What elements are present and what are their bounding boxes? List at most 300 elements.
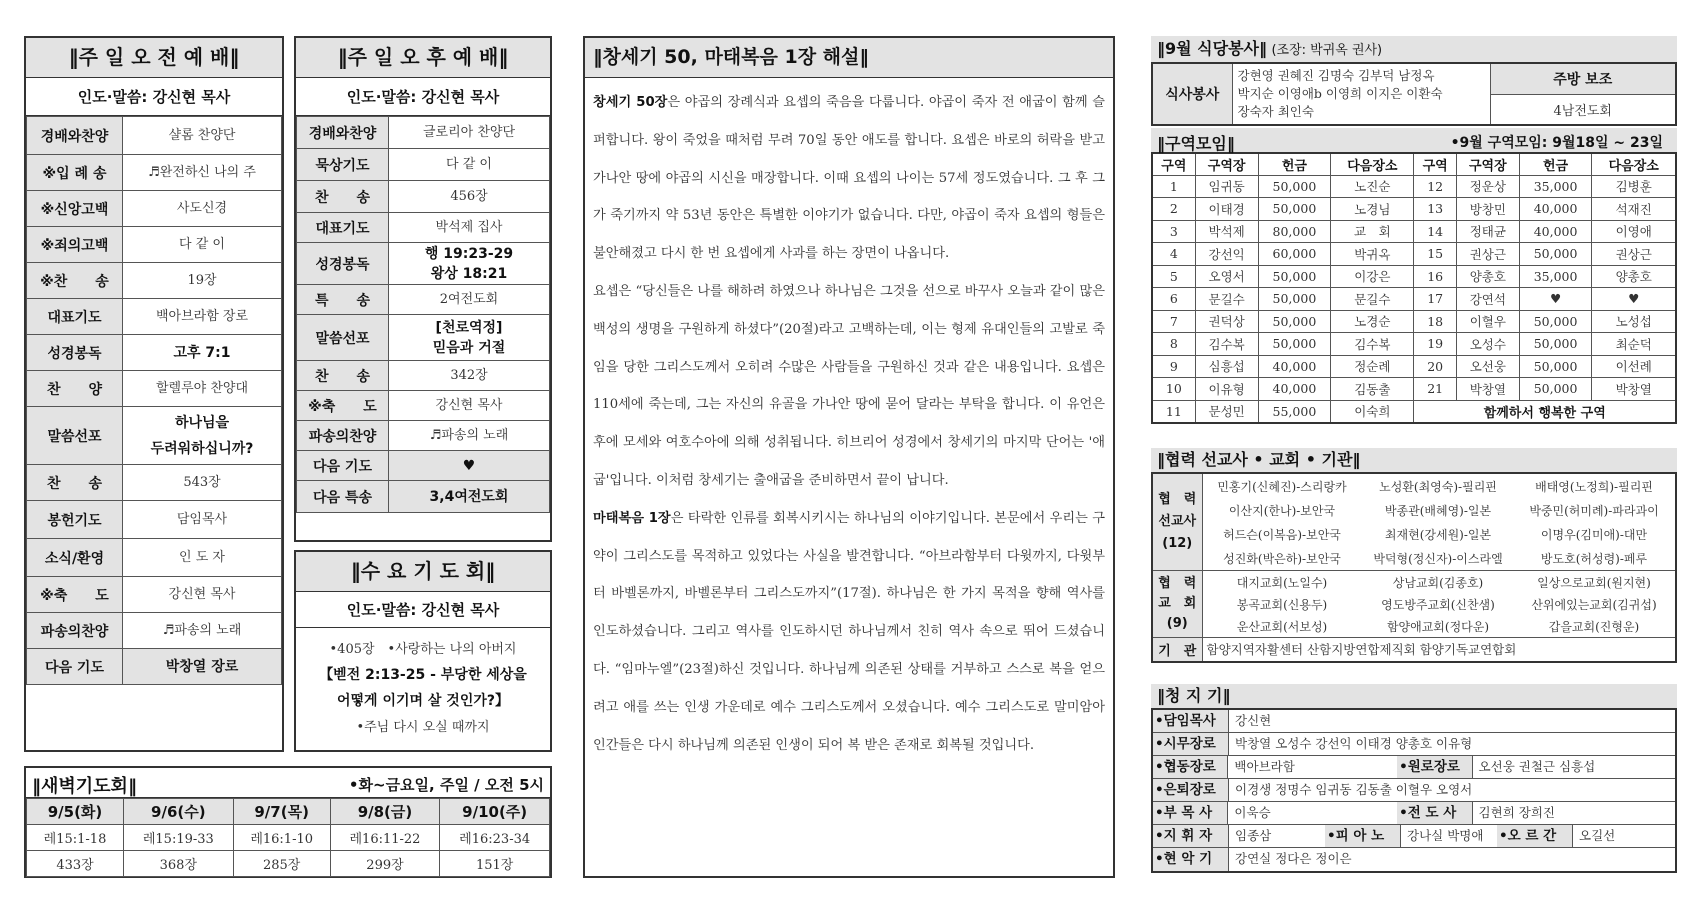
district-cell: 이강은 [1331,265,1414,288]
morning-service-panel [24,36,284,752]
morning-order-row [27,371,282,407]
morning-order-row [27,501,282,539]
morning-order-label: ※축 도 [27,577,123,613]
morning-order-row [27,117,282,155]
commentary-paragraph-matthew [593,500,1105,765]
dawn-row [27,825,550,851]
afternoon-order-row [297,285,550,315]
district-cell: 35,000 [1519,175,1592,198]
morning-order-label: 말씀선포 [27,407,123,465]
district-row [1152,175,1676,198]
afternoon-order-label: 다음 기도 [297,451,389,481]
district-cell: 노진순 [1331,175,1414,198]
directory-role-label: •오 르 간 [1497,825,1573,847]
district-cell: 2 [1152,198,1195,221]
morning-order-value: ♬완전하신 나의 주 [123,155,282,191]
directory-row [1153,802,1675,825]
church-list-cell [1202,571,1676,638]
district-cell: 16 [1414,265,1456,288]
morning-order-row [27,577,282,613]
church-entry-row [1203,571,1676,593]
kitchen-names-line2: 박지순 이영애b 이영희 이지은 이환숙 [1237,86,1443,101]
afternoon-order-label: 찬 송 [297,361,389,391]
missionary-list-cell [1202,473,1676,571]
morning-order-value: 고후 7:1 [123,335,282,371]
district-cell: 임귀동 [1195,175,1258,198]
district-column-header: 구역 [1152,153,1195,175]
district-cell: 18 [1414,310,1456,333]
missionary-entry: 성진화(박은하)-보안국 [1223,551,1341,566]
kitchen-header [1151,36,1677,62]
wednesday-song: •주님 다시 오실 때까지 [356,720,490,735]
morning-order-label: ※신앙고백 [27,191,123,227]
wednesday-prayer-panel [294,550,552,752]
kitchen-service-section [1151,36,1677,126]
dawn-hymn: 285장 [233,851,330,877]
district-cell: 10 [1152,378,1195,401]
district-cell: 노경님 [1331,198,1414,221]
afternoon-order-value: 글로리아 찬양단 [389,117,550,149]
morning-order-label: 파송의찬양 [27,613,123,649]
directory-row [1153,733,1675,756]
church-entry: 일상으로교회(원지현) [1537,575,1651,590]
church-entry-row [1203,615,1676,637]
morning-order-label: ※찬 송 [27,263,123,299]
wednesday-prayer-title: ‖수 요 기 도 회‖ [296,552,550,592]
afternoon-order-label: 성경봉독 [297,243,389,285]
district-cell: 오영서 [1195,265,1258,288]
district-cell: 양총호 [1456,265,1519,288]
district-row [1152,400,1676,423]
morning-order-value: 다 같 이 [123,227,282,263]
district-cell: 40,000 [1519,198,1592,221]
afternoon-order-label: 대표기도 [297,213,389,243]
district-cell: 노성섭 [1592,310,1676,333]
missionary-entry: 방도호(허성령)-페루 [1540,551,1648,566]
district-cell: 4 [1152,243,1195,266]
district-cell: ♥ [1592,288,1676,311]
district-cell: 박창열 [1592,378,1676,401]
district-cell: 21 [1414,378,1456,401]
district-cell: 1 [1152,175,1195,198]
kitchen-assist-label: 주방 보조 [1490,63,1676,94]
district-cell: 이선례 [1592,355,1676,378]
district-cell: 김동출 [1331,378,1414,401]
district-cell: 40,000 [1258,378,1331,401]
district-row [1152,198,1676,221]
directory-names: 이경생 정명수 임귀동 김동출 이혈우 오영서 [1235,782,1473,797]
district-cell: 20 [1414,355,1456,378]
missionary-list [1203,474,1676,570]
morning-order-value: 인 도 자 [123,539,282,577]
district-cell: 50,000 [1258,288,1331,311]
district-table [1151,152,1677,424]
district-cell: 50,000 [1519,355,1592,378]
morning-order-value: 샬롬 찬양단 [123,117,282,155]
directory-names: 오선웅 권철근 심흥섭 [1478,759,1596,774]
dawn-passage: 레16:1-10 [233,825,330,851]
dawn-prayer-panel [24,766,552,878]
district-cell: 40,000 [1258,355,1331,378]
district-cell: 양총호 [1592,265,1676,288]
wednesday-sermon-line1: 【벧전 2:13-25 - 부당한 세상을 [319,667,527,683]
district-row [1152,378,1676,401]
dawn-prayer-schedule: •화~금요일, 주일 / 오전 5시 [348,776,544,794]
afternoon-order-value: 행 19:23-29 왕상 18:21 [389,243,550,285]
missionary-entry: 박덕형(정신자)-이스라엘 [1373,551,1503,566]
church-entry: 산위에있는교회(김귀섭) [1531,597,1657,612]
district-column-header: 다음장소 [1331,153,1414,175]
afternoon-order-value: 2여전도회 [389,285,550,315]
morning-order-row [27,649,282,685]
afternoon-order-row [297,481,550,513]
missionary-entry: 민홍기(신혜진)-스리랑카 [1217,479,1347,494]
directory-names: 백아브라함 [1234,759,1295,774]
church-entry-row [1203,593,1676,615]
district-cell: 석재진 [1592,198,1676,221]
morning-order-row [27,263,282,299]
afternoon-order-value: [천로역정] 믿음과 거절 [389,315,550,361]
afternoon-order-row [297,315,550,361]
morning-order-label: ※입 례 송 [27,155,123,191]
district-row [1152,288,1676,311]
district-cell: 권상근 [1592,243,1676,266]
afternoon-order-label: 특 송 [297,285,389,315]
morning-order-row [27,335,282,371]
directory-role-label: •협동장로 [1153,756,1228,778]
morning-order-row [27,613,282,649]
commentary-body [585,78,1113,764]
afternoon-order-label: ※축 도 [297,391,389,421]
district-info: •9월 구역모임: 9월18일 ~ 23일 [1450,135,1663,151]
church-entry: 상남교회(김종호) [1392,575,1484,590]
wednesday-prayer-leader: 인도·말씀: 강신현 목사 [296,592,550,628]
directory-names: 박창열 오성수 강선익 이태경 양총호 이유형 [1235,736,1473,751]
district-cell: 강선익 [1195,243,1258,266]
dawn-date: 9/10(주) [440,799,550,825]
directory-role-label: •현 악 기 [1153,848,1229,871]
morning-order-value: ♬파송의 노래 [123,613,282,649]
dawn-date: 9/5(화) [27,799,124,825]
dawn-prayer-table [26,798,550,877]
district-cell: 50,000 [1519,333,1592,356]
genesis-heading: 창세기 50장 [593,95,668,110]
directory-names: 강신현 [1235,713,1272,728]
district-cell: 14 [1414,220,1456,243]
morning-order-label: 대표기도 [27,299,123,335]
church-entry: 운산교회(서보성) [1236,619,1328,634]
district-cell: 정순례 [1331,355,1414,378]
morning-order-value: 백아브라함 장로 [123,299,282,335]
afternoon-order-value: 강신현 목사 [389,391,550,421]
directory-section [1151,684,1677,873]
dawn-hymn: 151장 [440,851,550,877]
missionary-entry-row [1203,498,1676,522]
matthew-heading: 마태복음 1장 [593,510,671,526]
district-cell: 3 [1152,220,1195,243]
commentary-paragraph-joseph: 요셉은 “당신들은 나를 해하려 하였으나 하나님은 그것을 선으로 바꾸사 오늘과 같이 많은 백성의 생명을 구원하게 하셨다”(20절)라고 고백하는데, 이는 형제 유대인들의 고발로 죽임을 당한 그리스도께서 오히려 수많은 사람들을 구원하신 것과 같은 내용입니다. 요셉은 110세에 죽는데, 그는 자신의 유골을 가나안 땅에 묻어 달라는 부탁을 합니다. 이 유언은 후에 모세와 여호수아에 의해 성취됩니다. 히브리어 성경에서 창세기의 마지막 단어는 '애굽'입니다. 이처럼 창세기는 출애굽을 준비하면서 끝이 납니다. [593,283,1105,488]
district-cell: 5 [1152,265,1195,288]
dawn-row [27,799,550,825]
church-entry: 함양애교회(정다운) [1386,619,1490,634]
directory-title: ‖청 지 기‖ [1151,684,1677,708]
afternoon-order-value: 456장 [389,181,550,213]
missionary-entry: 이산지(한나)-보안국 [1228,503,1336,518]
genesis-text: 은 야곱의 장례식과 요셉의 죽음을 다룹니다. 야곱이 죽자 전 애굽이 함께 슬퍼합니다. 왕이 죽었을 때처럼 무려 70일 동안 애도를 합니다. 요셉은 바로의 허락을 받고 가나안 땅에 야곱의 시신을 매장합니다. 이때 요셉의 나이는 57세 정도였습니다. 그 후 그가 죽기까지 약 53년 동안은 특별한 이야기가 없습니다. 다만, 야곱이 죽자 요셉의 형들은 불안해졌고 다시 한 번 요셉에게 사과를 하는 장면이 나옵니다. [593,95,1105,262]
missionary-entry-row [1203,474,1676,498]
district-cell: 이유형 [1195,378,1258,401]
mission-title: ‖협력 선교사 • 교회 • 기관‖ [1151,448,1677,472]
afternoon-order-label: 경배와찬양 [297,117,389,149]
morning-order-row [27,465,282,501]
afternoon-order-value: ♥ [389,451,550,481]
district-cell: 김수복 [1195,333,1258,356]
mission-table [1151,472,1677,663]
district-cell: 오성수 [1456,333,1519,356]
district-column-header: 헌금 [1519,153,1592,175]
morning-order-row [27,155,282,191]
afternoon-order-row [297,213,550,243]
morning-order-value: 할렐루야 찬양대 [123,371,282,407]
afternoon-order-row [297,391,550,421]
district-cell: 50,000 [1258,175,1331,198]
morning-order-row [27,299,282,335]
district-cell: 방창민 [1456,198,1519,221]
kitchen-assist-value: 4남전도회 [1490,94,1676,125]
afternoon-order-table [296,116,550,513]
afternoon-order-row [297,361,550,391]
commentary-paragraph-genesis [593,84,1105,273]
district-column-header: 다음장소 [1592,153,1676,175]
district-cell: 김병훈 [1592,175,1676,198]
org-label: 기 관 [1152,638,1202,662]
district-cell: 11 [1152,400,1195,423]
missionary-entry: 이명우(김미애)-대만 [1540,527,1648,542]
kitchen-names-line3: 장숙자 최인숙 [1237,104,1314,119]
morning-order-label: 찬 송 [27,465,123,501]
dawn-row [27,851,550,877]
district-row [1152,243,1676,266]
district-cell: 노경순 [1331,310,1414,333]
dawn-date: 9/8(금) [330,799,440,825]
afternoon-order-value: ♬파송의 노래 [389,421,550,451]
district-cell: 이혈우 [1456,310,1519,333]
district-cell: 오선웅 [1456,355,1519,378]
directory-row [1153,779,1675,802]
district-cell: 강연석 [1456,288,1519,311]
dawn-passage: 레15:19-33 [124,825,234,851]
district-cell: 7 [1152,310,1195,333]
directory-names: 임종삼 [1235,828,1272,843]
church-entry: 봉곡교회(신용두) [1236,597,1328,612]
afternoon-order-label: 파송의찬양 [297,421,389,451]
directory-names: 이욱승 [1234,805,1271,820]
dawn-passage: 레16:23-34 [440,825,550,851]
district-cell: 50,000 [1519,310,1592,333]
district-cell: 80,000 [1258,220,1331,243]
afternoon-service-leader: 인도·말씀: 강신현 목사 [296,78,550,116]
kitchen-title: ‖9월 식당봉사‖ [1157,39,1267,58]
kitchen-label: 식사봉사 [1152,63,1232,125]
commentary-panel [583,36,1115,878]
directory-role-label: •지 휘 자 [1153,825,1229,847]
district-cell: 정태균 [1456,220,1519,243]
directory-names: 강나실 박명애 [1407,828,1484,843]
district-cell: 55,000 [1258,400,1331,423]
morning-service-title: ‖주 일 오 전 예 배‖ [26,38,282,78]
matthew-text: 은 타락한 인류를 회복시키시는 하나님의 이야기입니다. 본문에서 우리는 구약이 그리스도를 목적하고 있었다는 사실을 발견합니다. “아브라함부터 다윗까지, 다윗부터 바벨론까지, 바벨론부터 그리스도까지”(17절). 하나님은 한 가지 목적을 향해 역사를 인도하셨습니다. 그리고 역사를 인도하시던 하나님께서 친히 역사 속으로 뛰어 드셨습니다. “임마누엘”(23절)하신 것입니다. 하나님께 의존된 상태를 거부하고 스스로 복을 얻으려고 애를 쓰는 인생 가운데로 예수 그리스도께서 오셨습니다. 예수 그리스도로 말미암아 인간들은 다시 하나님께 의존된 인생이 되어 복 받은 존재로 회복될 것입니다. [593,510,1106,753]
missionary-entry: 박중민(허미례)-파라과이 [1529,503,1659,518]
district-footer: 함께하서 행복한 구역 [1414,400,1676,423]
morning-service-leader: 인도·말씀: 강신현 목사 [26,78,282,116]
church-entry: 영도방주교회(신찬샘) [1381,597,1495,612]
afternoon-order-row [297,451,550,481]
afternoon-order-value: 다 같 이 [389,149,550,181]
dawn-hymn: 299장 [330,851,440,877]
district-row [1152,355,1676,378]
directory-role-label: •피 아 노 [1325,825,1401,847]
district-cell: 이영애 [1592,220,1676,243]
directory-role-label: •은퇴장로 [1153,779,1229,801]
district-cell: 문길수 [1195,288,1258,311]
directory-list [1151,708,1677,873]
dawn-hymn: 368장 [124,851,234,877]
district-column-header: 구역장 [1456,153,1519,175]
district-cell: ♥ [1519,288,1592,311]
district-cell: 50,000 [1519,378,1592,401]
district-cell: 문성민 [1195,400,1258,423]
morning-order-value: 담임목사 [123,501,282,539]
dawn-date: 9/6(수) [124,799,234,825]
directory-role-label: •시무장로 [1153,733,1229,755]
morning-order-value: 강신현 목사 [123,577,282,613]
district-row [1152,265,1676,288]
district-column-header: 헌금 [1258,153,1331,175]
church-entry: 대지교회(노일수) [1236,575,1328,590]
directory-names: 강연실 정다은 정이은 [1235,851,1352,866]
afternoon-order-row [297,181,550,213]
district-cell: 9 [1152,355,1195,378]
district-cell: 교 회 [1331,220,1414,243]
district-cell: 정운상 [1456,175,1519,198]
missionary-entry-row [1203,546,1676,570]
afternoon-order-label: 찬 송 [297,181,389,213]
directory-row [1153,756,1675,779]
kitchen-leader: (조장: 박귀옥 권사) [1271,43,1383,58]
afternoon-order-row [297,117,550,149]
district-cell: 박창열 [1456,378,1519,401]
kitchen-names [1232,63,1490,125]
dawn-header [26,768,550,798]
district-header-row [1152,153,1676,175]
district-cell: 19 [1414,333,1456,356]
morning-order-label: ※죄의고백 [27,227,123,263]
afternoon-order-row [297,149,550,181]
directory-role-label: •부 목 사 [1153,802,1228,824]
afternoon-order-label: 다음 특송 [297,481,389,513]
missionary-entry-row [1203,522,1676,546]
directory-names: 오길선 [1579,828,1616,843]
district-cell: 8 [1152,333,1195,356]
commentary-title: ‖창세기 50, 마태복음 1장 해설‖ [585,38,1113,78]
dawn-passage: 레15:1-18 [27,825,124,851]
morning-order-row [27,191,282,227]
morning-order-row [27,227,282,263]
org-list: 함양지역자활센터 산함지방연합제직회 함양기독교연합회 [1202,638,1676,662]
directory-role-label: •원로장로 [1397,756,1472,778]
missionary-label: 협 력 선교사 (12) [1152,473,1202,571]
missionary-entry: 박종관(배혜영)-일본 [1384,503,1492,518]
district-cell: 50,000 [1258,333,1331,356]
district-cell: 권상근 [1456,243,1519,266]
dawn-date: 9/7(목) [233,799,330,825]
morning-order-value: 19장 [123,263,282,299]
district-cell: 50,000 [1258,310,1331,333]
mission-section [1151,448,1677,663]
directory-role-label: •전 도 사 [1397,802,1472,824]
district-cell: 최순덕 [1592,333,1676,356]
kitchen-names-line1: 강현영 권혜진 김명숙 김부덕 남정옥 [1237,68,1435,83]
district-row [1152,220,1676,243]
directory-role-label: •담임목사 [1153,710,1229,732]
afternoon-order-label: 말씀선포 [297,315,389,361]
district-cell: 17 [1414,288,1456,311]
afternoon-service-panel [294,36,552,542]
directory-row [1153,825,1675,848]
afternoon-order-value: 342장 [389,361,550,391]
missionary-entry: 허드슨(이복음)-보안국 [1223,527,1341,542]
morning-order-value: 543장 [123,465,282,501]
district-cell: 13 [1414,198,1456,221]
morning-order-value: 박창열 장로 [123,649,282,685]
morning-order-label: 경배와찬양 [27,117,123,155]
district-row [1152,333,1676,356]
district-cell: 문길수 [1331,288,1414,311]
district-cell: 50,000 [1258,265,1331,288]
wednesday-sermon-line2: 어떻게 이기며 살 것인가?】 [337,693,509,709]
district-section [1151,128,1677,424]
afternoon-order-value: 3,4여전도회 [389,481,550,513]
district-column-header: 구역 [1414,153,1456,175]
morning-order-table [26,116,282,685]
district-row [1152,310,1676,333]
morning-order-label: 다음 기도 [27,649,123,685]
dawn-passage: 레16:11-22 [330,825,440,851]
dawn-hymn: 433장 [27,851,124,877]
district-cell: 60,000 [1258,243,1331,266]
morning-order-row [27,407,282,465]
kitchen-table [1151,62,1677,126]
missionary-entry: 배태영(노정희)-필리핀 [1535,479,1653,494]
wednesday-hymns: •405장 •사랑하는 나의 아버지 [329,642,517,657]
district-cell: 박귀옥 [1331,243,1414,266]
district-cell: 12 [1414,175,1456,198]
afternoon-service-title: ‖주 일 오 후 예 배‖ [296,38,550,78]
district-cell: 15 [1414,243,1456,266]
district-cell: 이숙희 [1331,400,1414,423]
afternoon-order-row [297,421,550,451]
morning-order-label: 성경봉독 [27,335,123,371]
district-cell: 6 [1152,288,1195,311]
missionary-entry: 최재현(강세원)-일본 [1384,527,1492,542]
afternoon-order-row [297,243,550,285]
afternoon-order-label: 묵상기도 [297,149,389,181]
morning-order-value: 사도신경 [123,191,282,227]
district-column-header: 구역장 [1195,153,1258,175]
church-label: 협 력 교 회 (9) [1152,571,1202,638]
dawn-prayer-title: ‖새벽기도회‖ [32,776,137,797]
district-cell: 김수복 [1331,333,1414,356]
